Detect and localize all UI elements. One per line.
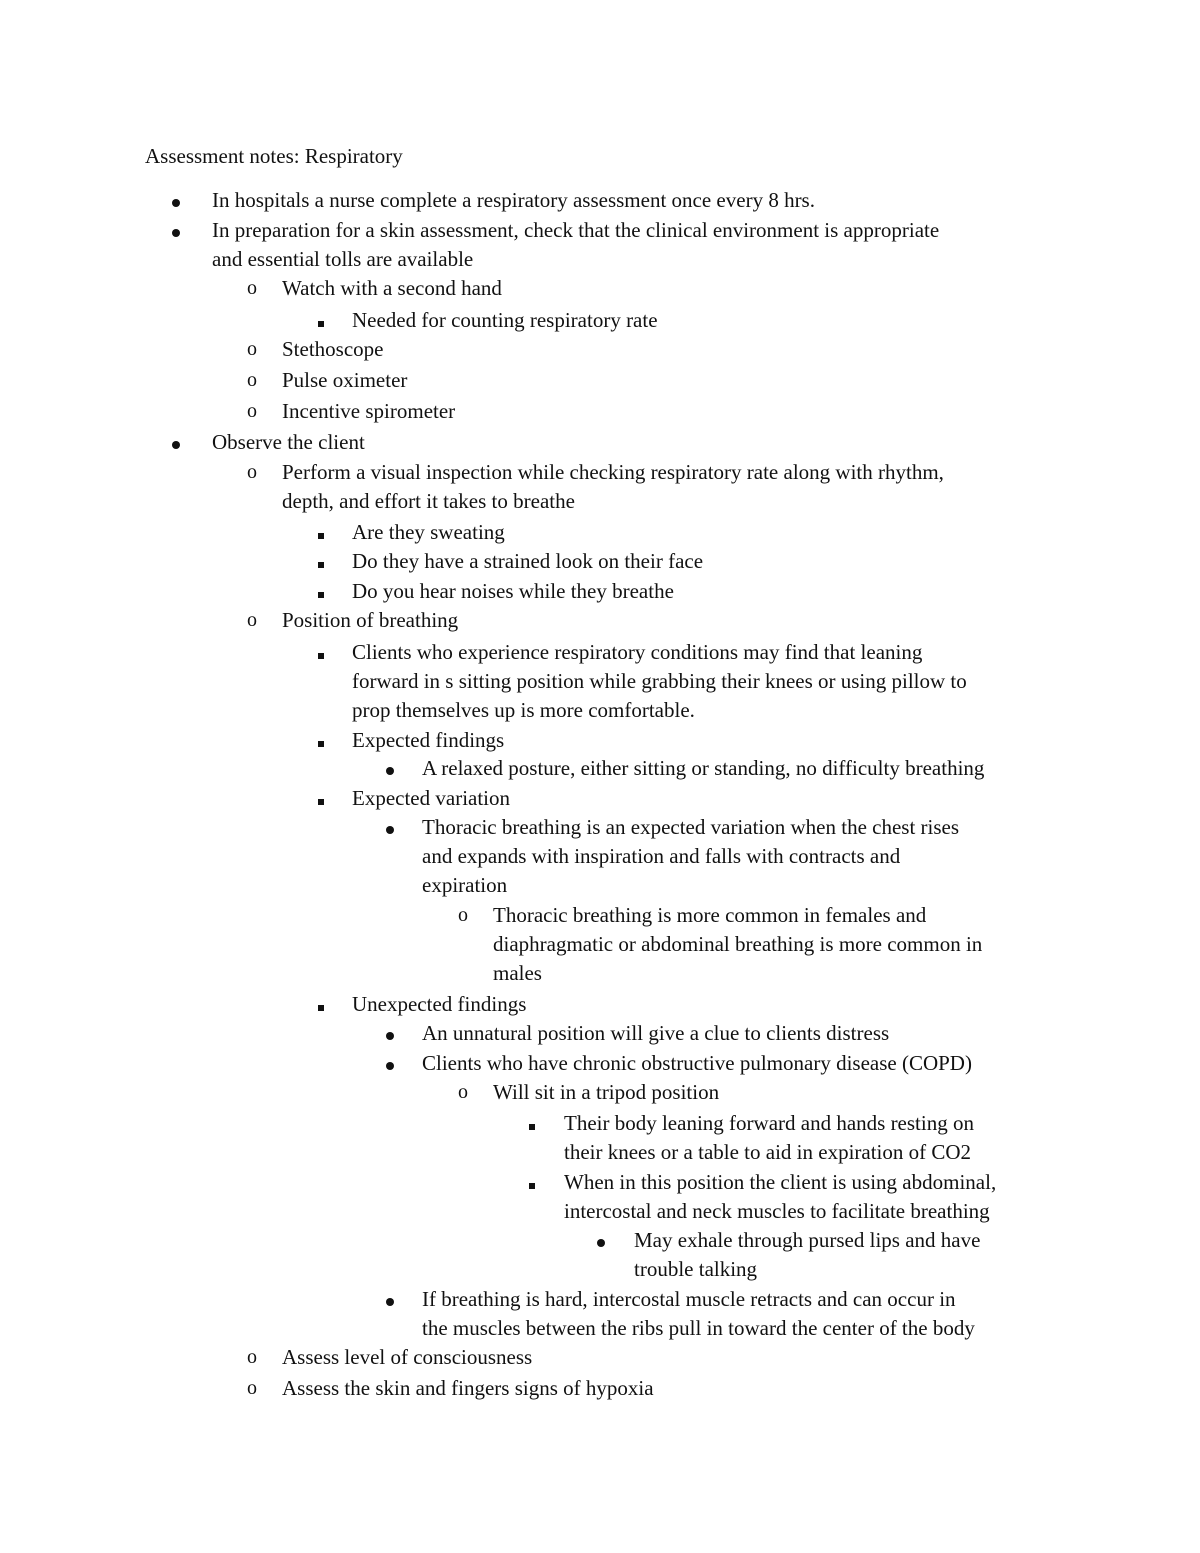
list-item-text: Watch with a second hand	[282, 276, 502, 300]
square-bullet-icon	[318, 306, 324, 334]
list-item-text: their knees or a table to aid in expiration of CO2	[564, 1140, 972, 1165]
bullet-icon	[386, 754, 394, 782]
list-item-text: and essential tolls are available	[212, 247, 474, 272]
list-item-text: Will sit in a tripod position	[493, 1080, 720, 1104]
square-bullet-icon	[529, 1168, 535, 1196]
list-item-text: If breathing is hard, intercostal muscle retracts and can occur in	[422, 1287, 956, 1311]
list-item-text: Assess level of consciousness	[282, 1345, 533, 1369]
list-item-text: depth, and effort it takes to breathe	[282, 489, 575, 514]
list-item-text: A relaxed posture, either sitting or standing, no difficulty breathing	[422, 756, 985, 780]
list-item-text: intercostal and neck muscles to facilitate breathing	[564, 1199, 990, 1224]
list-item-text: Do they have a strained look on their face	[352, 549, 704, 573]
square-bullet-icon	[318, 784, 324, 812]
bullet-icon	[386, 1019, 394, 1047]
square-bullet-icon	[318, 577, 324, 605]
bullet-icon	[597, 1226, 605, 1254]
circle-bullet-icon: o	[247, 400, 257, 422]
list-item-text: Thoracic breathing is more common in females and	[493, 903, 927, 927]
list-item-text: Pulse oximeter	[282, 368, 408, 392]
list-item-text: Do you hear noises while they breathe	[352, 579, 674, 603]
circle-bullet-icon: o	[247, 369, 257, 391]
list-item-text: Unexpected findings	[352, 992, 527, 1016]
list-item-text: Thoracic breathing is an expected variation when the chest rises	[422, 815, 960, 839]
list-item-text: An unnatural position will give a clue to clients distress	[422, 1021, 890, 1045]
circle-bullet-icon: o	[458, 1081, 468, 1103]
square-bullet-icon	[529, 1109, 535, 1137]
circle-bullet-icon: o	[247, 1346, 257, 1368]
square-bullet-icon	[318, 638, 324, 666]
list-item-text: expiration	[422, 873, 508, 898]
list-item-text: diaphragmatic or abdominal breathing is more common in	[493, 932, 983, 957]
list-item-text: the muscles between the ribs pull in toward the center of the body	[422, 1316, 975, 1341]
circle-bullet-icon: o	[458, 904, 468, 926]
bullet-icon	[172, 216, 180, 244]
bullet-icon	[386, 813, 394, 841]
bullet-icon	[386, 1285, 394, 1313]
list-item-text: Expected variation	[352, 786, 511, 810]
list-item-text: trouble talking	[634, 1257, 758, 1282]
circle-bullet-icon: o	[247, 1377, 257, 1399]
circle-bullet-icon: o	[247, 461, 257, 483]
document-title: Assessment notes: Respiratory	[145, 144, 403, 168]
circle-bullet-icon: o	[247, 338, 257, 360]
list-item-text: Perform a visual inspection while checking respiratory rate along with rhythm,	[282, 460, 944, 484]
circle-bullet-icon: o	[247, 609, 257, 631]
square-bullet-icon	[318, 726, 324, 754]
square-bullet-icon	[318, 990, 324, 1018]
bullet-icon	[386, 1049, 394, 1077]
square-bullet-icon	[318, 518, 324, 546]
list-item-text: forward in s sitting position while grabbing their knees or using pillow to	[352, 669, 967, 694]
list-item-text: and expands with inspiration and falls with contracts and	[422, 844, 901, 869]
list-item-text: Incentive spirometer	[282, 399, 456, 423]
list-item-text: Expected findings	[352, 728, 505, 752]
bullet-icon	[172, 186, 180, 214]
list-item-text: Needed for counting respiratory rate	[352, 308, 658, 332]
bullet-icon	[172, 428, 180, 456]
list-item-text: Position of breathing	[282, 608, 459, 632]
square-bullet-icon	[318, 547, 324, 575]
list-item-text: males	[493, 961, 542, 986]
list-item-text: When in this position the client is using abdominal,	[564, 1170, 997, 1194]
list-item-text: Assess the skin and fingers signs of hypoxia	[282, 1376, 654, 1400]
list-item-text: May exhale through pursed lips and have	[634, 1228, 981, 1252]
list-item-text: Stethoscope	[282, 337, 384, 361]
list-item-text: Clients who have chronic obstructive pulmonary disease (COPD)	[422, 1051, 972, 1075]
list-item-text: Are they sweating	[352, 520, 505, 544]
list-item-text: In preparation for a skin assessment, check that the clinical environment is appropriate	[212, 218, 940, 242]
circle-bullet-icon: o	[247, 277, 257, 299]
list-item-text: In hospitals a nurse complete a respiratory assessment once every 8 hrs.	[212, 188, 815, 212]
list-item-text: Clients who experience respiratory conditions may find that leaning	[352, 640, 923, 664]
list-item-text: Their body leaning forward and hands resting on	[564, 1111, 974, 1135]
list-item-text: prop themselves up is more comfortable.	[352, 698, 695, 723]
list-item-text: Observe the client	[212, 430, 365, 454]
